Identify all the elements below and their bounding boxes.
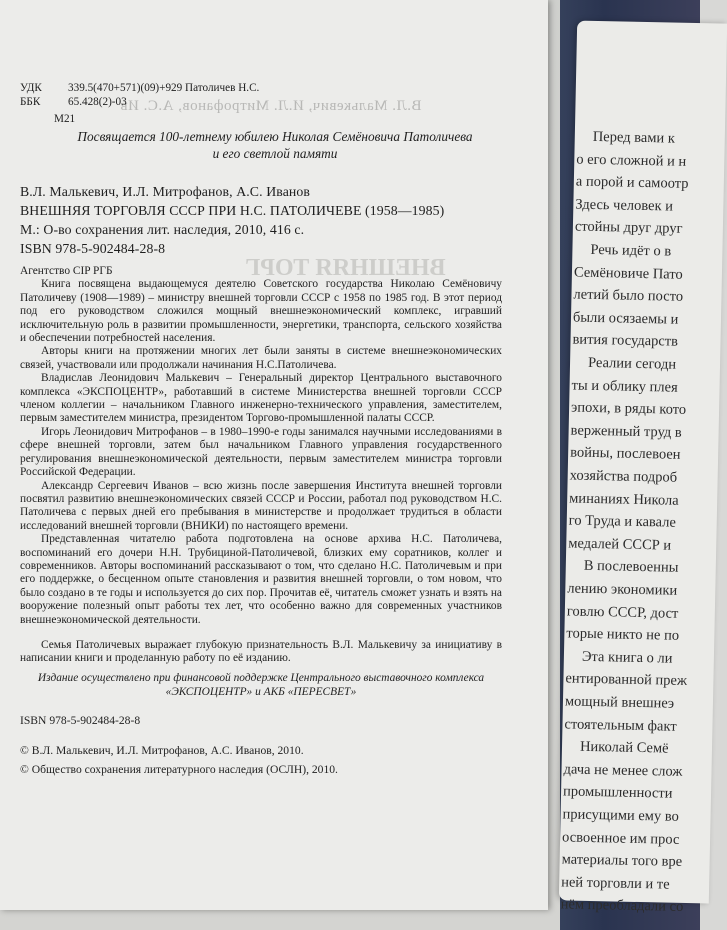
udk-label: УДК (20, 82, 42, 94)
facing-page-line: промышленности (562, 783, 673, 803)
facing-page-line: нём преобладали со (560, 896, 684, 916)
facing-page-line: стойны друг друг (574, 218, 683, 238)
facing-page-line: присущими ему во (562, 806, 679, 825)
paragraph: Игорь Леонидович Митрофанов – в 1980–1990-е годы занимался научными исследованиями в сфере внешней торговли, затем был начальником Главного управления государственного регулирования внешнеэкономической деятельности, первым заместителем министра торговли Российской Федерации. (20, 425, 502, 479)
paragraph: Представленная читателю работа подготовлена на основе архива Н.С. Патоличева, воспоминаний его дочери Н.Н. Трубициной-Патоличевой, близких ему соратников, коллег и современников. Авторы воспоминаний рассказывают о том, что сделано Н.С. Патоличевым и при его поддержке, о бесценном опыте становления и развития внешней торговли, о том новом, что было создано в те годы и используется до сих пор. Прочитав её, читатель сможет узнать и взять на вооружение полезный опыт работы тех лет, что особенно важно для современных участников внешнеэкономической деятельности. (20, 533, 502, 626)
paragraph: Книга посвящена выдающемуся деятелю Советского государства Николаю Семёновичу Патоличеву (1908—1989) – министру внешней торговли СССР с 1958 по 1985 год. В этот период под его руководством сложился мощный внешнеэкономический комплекс, игравший исключительную роль в развитии промышленности, энергетики, транспорта, сельского хозяйства и обеспечении потребностей населения. (20, 278, 502, 345)
facing-page-line: ней торговли и те (561, 874, 670, 893)
copyright-authors: © В.Л. Малькевич, И.Л. Митрофанов, А.С. Иванов, 2010. (20, 744, 304, 757)
bbk-label: ББК (20, 96, 41, 108)
facing-page-line: эпохи, в ряды кото (570, 399, 687, 419)
facing-page-line: лению экономики (567, 580, 678, 599)
facing-page-line: Речь идёт о в (590, 241, 672, 260)
facing-page-line: Эта книга о ли (581, 648, 673, 667)
facing-page-line: Здесь человек и (575, 196, 674, 215)
facing-page-line: торые никто не по (566, 625, 680, 644)
facing-page-line: а порой и самоотр (575, 173, 689, 193)
facing-page-line: В послевоенны (583, 558, 679, 577)
facing-page-line: Перед вами к (592, 128, 676, 147)
sponsor-note (20, 672, 502, 699)
book-title: ВНЕШНЯЯ ТОРГОВЛЯ СССР ПРИ Н.С. ПАТОЛИЧЕВЕ (1958—1985) (20, 203, 445, 218)
paragraph: Александр Сергеевич Иванов – всю жизнь после завершения Института внешней торговли посвятил развитию внешнеэкономических связей СССР и России, работал под руководством Н.С. Патоличева с первых дней его пребывания в министерстве и продолжает трудиться в области исследований внешней торговли (ВНИКИ) по настоящего времени. (20, 479, 502, 532)
facing-page-line: го Труда и кавале (568, 512, 677, 531)
facing-page-line: ентированной преж (565, 670, 688, 690)
facing-page-line: стоятельным факт (564, 716, 677, 735)
sponsor-line-2: «ЭКСПОЦЕНТР» и АКБ «ПЕРЕСВЕТ» (165, 685, 357, 698)
book-publisher: М.: О-во сохранения лит. наследия, 2010, 416 с. (20, 222, 305, 237)
copyright-society: © Общество сохранения литературного наследия (ОСЛН), 2010. (20, 763, 338, 776)
book-isbn: ISBN 978-5-902484-28-8 (20, 241, 166, 256)
facing-page-line: медалей СССР и (568, 535, 672, 554)
dedication-line-2: и его светлой памяти (212, 146, 338, 161)
catalog-code: М21 (54, 113, 76, 125)
footer-isbn: ISBN 978-5-902484-28-8 (20, 714, 141, 727)
facing-page-line: материалы того вре (561, 851, 683, 871)
facing-page-line: верженный труд в (570, 422, 682, 441)
facing-page-line: были осязаемы и (572, 309, 679, 328)
facing-page-line: минаниях Никола (569, 490, 679, 509)
facing-page (559, 21, 727, 916)
dedication-line-1: Посвящается 100-летнему юбилею Николая Семёновича Патоличева (77, 129, 473, 144)
agency-line: Агентство CIP РГБ (20, 265, 113, 277)
facing-page-line: войны, послевоен (570, 444, 681, 464)
facing-page-line: вития государств (572, 331, 679, 351)
facing-page-line: Николай Семё (579, 738, 669, 757)
sponsor-line-1: Издание осуществлено при финансовой поддержке Центрального выставочного комплекса (37, 672, 485, 684)
facing-page-line: летий было посто (573, 286, 684, 305)
show-through-title: ВНЕШНЯЯ ТОРГ (245, 255, 446, 281)
show-through-text: В.Л. Малькевич, И.Л. Митрофанов, А.С. Ив (120, 98, 422, 114)
udk-value: 339.5(470+571)(09)+929 Патоличев Н.С. (68, 82, 260, 94)
bbk-value: 65.428(2)-03 (68, 96, 127, 108)
paragraph: Владислав Леонидович Малькевич – Генеральный директор Центрального выставочного комплекса «ЭКСПОЦЕНТР», работавший в системе Министерства внешней торговли СССР членом коллегии – начальником Главного инженерно-технического управления, заместителем, первым заместителем министра, президентом Торгово-промышленной палаты СССР. (20, 372, 502, 425)
annotation-text (20, 265, 502, 666)
facing-page-line: мощный внешнеэ (564, 693, 675, 712)
facing-page-line: хозяйства подроб (569, 467, 678, 486)
gratitude-paragraph: Семья Патоличевых выражает глубокую признательность В.Л. Малькевичу за инициативу в написании книги и проделанную работу по её изданию. (20, 638, 502, 665)
facing-page-line: освоенное им прос (561, 828, 680, 848)
facing-page-line: говлю СССР, дост (566, 603, 679, 622)
facing-page-line: Семёновиче Пато (573, 264, 683, 283)
facing-page-line: дача не менее слож (563, 761, 683, 780)
facing-page-line: Реалии сегодн (587, 354, 677, 373)
book-authors: В.Л. Малькевич, И.Л. Митрофанов, А.С. Иванов (20, 184, 311, 199)
facing-page-line: ты и облику плея (571, 377, 678, 396)
facing-page-line: о его сложной и н (576, 151, 687, 170)
paragraph: Авторы книги на протяжении многих лет были заняты в системе внешнеэкономических связей, участвовали или продолжали начинания Н.С.Патоличева. (20, 345, 502, 371)
